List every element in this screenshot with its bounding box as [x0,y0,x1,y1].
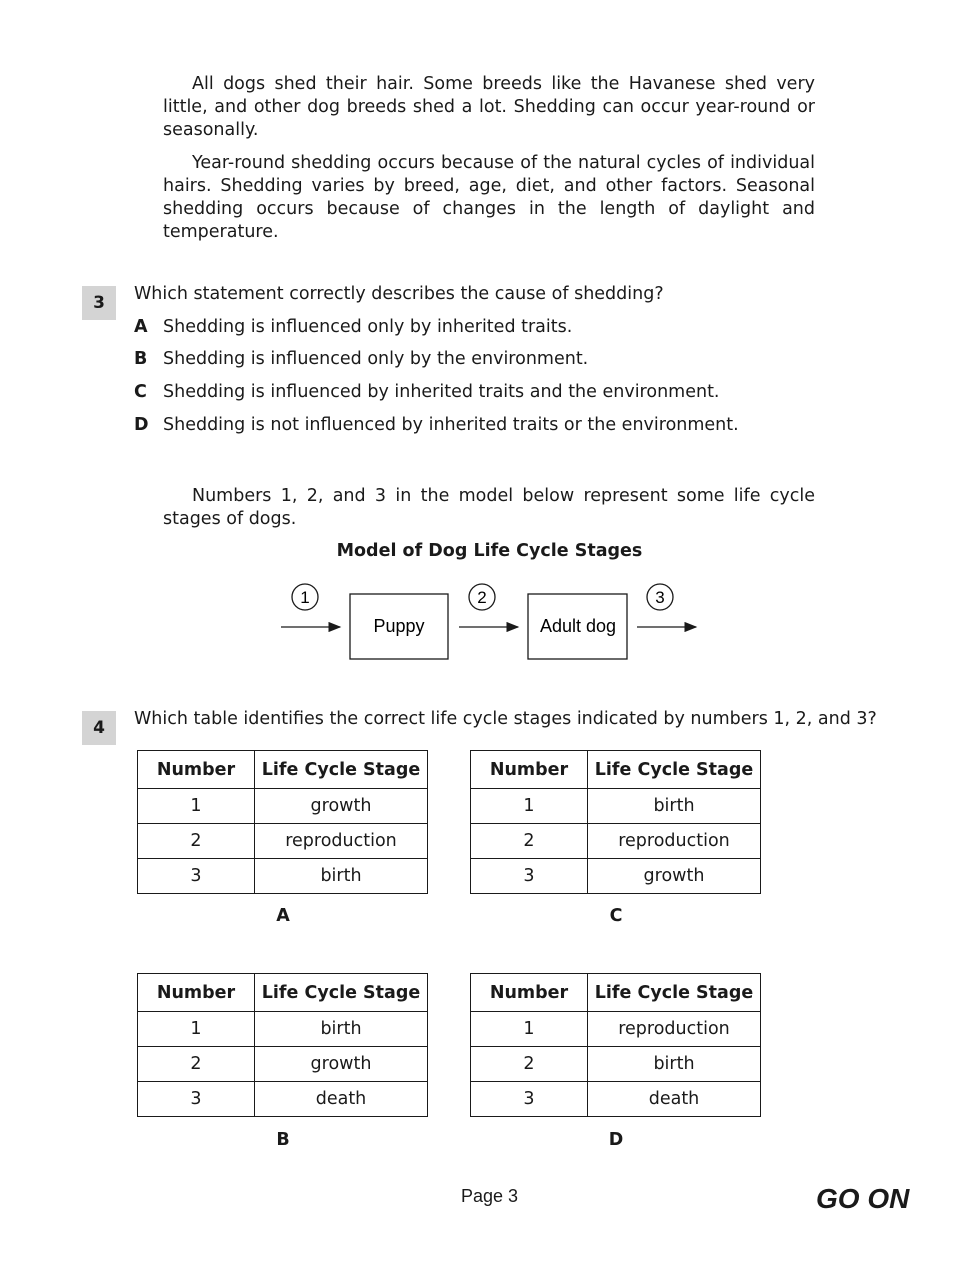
table-option-b[interactable] [137,973,428,1117]
go-on-label: GO ON [816,1183,910,1214]
model-intro: Numbers 1, 2, and 3 in the model below represent some life cycle stages of dogs. [163,486,815,529]
life-cycle-model [270,578,710,668]
stage-marker-3 [647,584,673,610]
header-number: Number [471,751,588,789]
option-text: Shedding is influenced only by inherited traits. [163,317,573,337]
svg-text:Adult dog: Adult dog [539,616,617,636]
stage-marker-1 [292,584,318,610]
table-row: 2 growth [138,1047,428,1082]
table-label-c: C [609,906,623,926]
table-row: 1 growth [138,789,428,824]
svg-text:1: 1 [300,588,310,607]
puppy-box [350,594,448,659]
stage-marker-2 [469,584,495,610]
header-number: Number [138,974,255,1012]
option-letter: C [134,382,147,402]
header-number: Number [471,974,588,1012]
table-row: 3 death [471,1082,761,1117]
page-number: Page 3 [460,1186,519,1206]
option-text: Shedding is not influenced by inherited traits or the environment. [163,415,739,435]
header-stage: Life Cycle Stage [588,974,761,1012]
table-row: 3 growth [471,859,761,894]
option-text: Shedding is influenced by inherited traits and the environment. [163,382,720,402]
header-number: Number [138,751,255,789]
question-3-prompt: Which statement correctly describes the cause of shedding? [134,284,664,304]
intro-paragraph-2: Year-round shedding occurs because of the natural cycles of individual hairs. Shedding varies by breed, age, diet, and other factors. Seasonal shedding occurs because of changes in the length of daylight and temperature. [163,153,815,242]
table-option-c[interactable] [470,750,761,894]
header-stage: Life Cycle Stage [255,751,428,789]
table-row: 2 reproduction [138,824,428,859]
table-row: 3 birth [138,859,428,894]
question-3-option-d[interactable] [134,414,739,437]
table-option-a[interactable] [137,750,428,894]
intro-paragraph-1: All dogs shed their hair. Some breeds like the Havanese shed very little, and other dog breeds shed a lot. Shedding can occur year-round or seasonally. [163,74,815,140]
svg-text:Puppy: Puppy [373,616,425,636]
svg-text:3: 3 [655,588,665,607]
option-letter: D [134,415,149,435]
header-stage: Life Cycle Stage [255,974,428,1012]
question-3-option-c[interactable] [134,381,720,404]
table-row: 1 birth [138,1012,428,1047]
table-label-a: A [276,906,290,926]
table-option-d[interactable] [470,973,761,1117]
table-label-b: B [276,1130,290,1150]
model-title: Model of Dog Life Cycle Stages [336,541,643,561]
table-row: 3 death [138,1082,428,1117]
header-stage: Life Cycle Stage [588,751,761,789]
option-text: Shedding is influenced only by the environment. [163,349,589,369]
adult-dog-box [528,594,627,659]
option-letter: A [134,317,148,337]
table-row: 1 birth [471,789,761,824]
option-letter: B [134,349,148,369]
table-row: 1 reproduction [471,1012,761,1047]
svg-text:2: 2 [477,588,487,607]
question-4-number: 4 [82,711,116,745]
question-3-number: 3 [82,286,116,320]
table-label-d: D [608,1130,624,1150]
table-row: 2 birth [471,1047,761,1082]
table-row: 2 reproduction [471,824,761,859]
question-3-option-b[interactable] [134,348,588,371]
question-4-prompt: Which table identifies the correct life cycle stages indicated by numbers 1, 2, and 3? [134,709,877,729]
question-3-option-a[interactable] [134,316,572,339]
